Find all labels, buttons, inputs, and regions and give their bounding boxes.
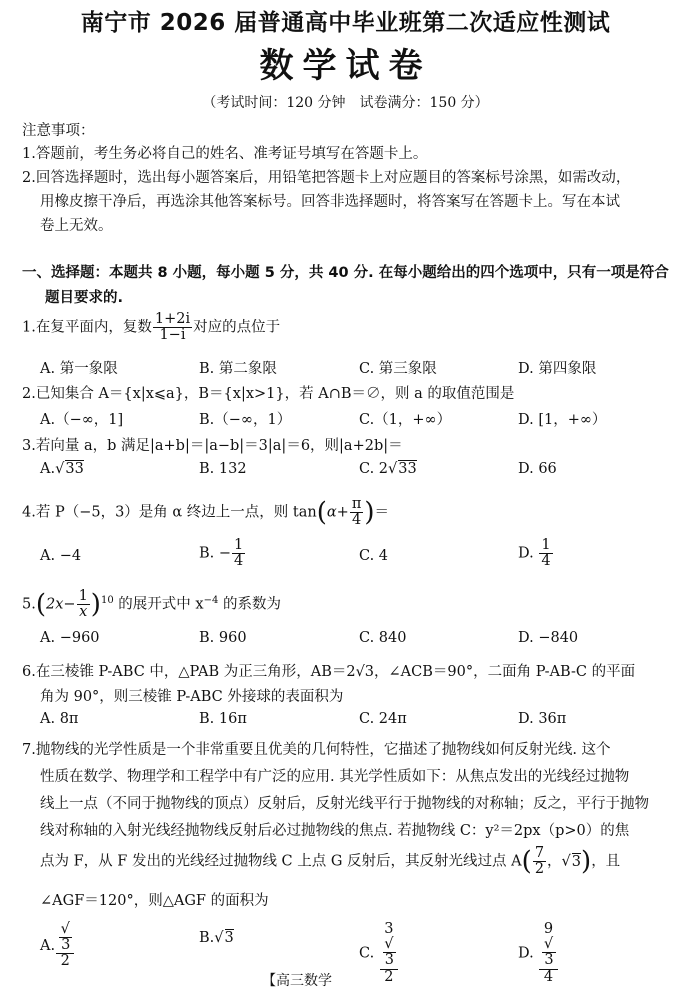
question-3-stem: 3.若向量 a，b 满足|a+b|＝|a−b|＝3|a|＝6，则|a+2b|＝ xyxy=(22,438,403,454)
question-7-option-b: B.√3 xyxy=(199,930,234,946)
question-2-option-a: A.（−∞，1] xyxy=(40,412,124,428)
fraction-numerator: 1 xyxy=(541,537,551,553)
option-label: C. xyxy=(359,945,375,962)
question-3-option-a: A.√33 xyxy=(40,461,84,477)
note-item-2-line-1: 2.回答选择题时，选出每小题答案后，用铅笔把答题卡上对应题目的答案标号涂黑，如需改动， xyxy=(22,170,631,186)
question-6-option-d: D. 36π xyxy=(518,711,567,727)
question-6-stem-line-2: 角为 90°，则三棱锥 P-ABC 外接球的表面积为 xyxy=(40,689,344,705)
question-7-line-1: 7.抛物线的光学性质是一个非常重要且优美的几何特性，它描述了抛物线如何反射光线. 这个 xyxy=(22,742,611,758)
numerator-coefficient: 3 xyxy=(384,921,394,937)
sqrt-radicand: 3 xyxy=(544,952,554,969)
note-item-2-line-3: 卷上无效。 xyxy=(40,218,113,234)
question-7-option-c: C. 3 √ 3 2 xyxy=(359,922,399,985)
sqrt-radicand: 33 xyxy=(398,461,417,477)
option-label: A. xyxy=(40,461,56,477)
page-footer: 【高三数学 xyxy=(262,973,332,989)
question-1-fraction xyxy=(153,312,192,343)
question-4-option-d xyxy=(518,538,554,569)
section-1-heading-line-1: 一、选择题：本题共 8 小题，每小题 5 分，共 40 分. 在每小题给出的四个选项中，只有一项是符合 xyxy=(22,265,669,281)
fraction-denominator: 4 xyxy=(543,968,554,985)
fraction-numerator: 1 xyxy=(234,537,244,553)
question-7-line-3: 线上一点（不同于抛物线的顶点）反射后，反射光线平行于抛物线的对称轴；反之，平行于抛物 xyxy=(40,796,649,812)
binomial-term: 2x− xyxy=(46,596,76,613)
question-5-stem: 5.(2x− $\frac{1}{x}$ )$^{10}$ 的展开式中 $x^{-4}$ 的系数为 xyxy=(22,588,281,621)
question-1-suffix: 对应的点位于 xyxy=(193,319,281,336)
option-label: C. 2 xyxy=(359,461,389,477)
question-1-numerator: 1+2i xyxy=(154,311,191,327)
question-1-stem xyxy=(22,312,280,343)
question-2-option-d: D. [1，+∞） xyxy=(518,412,607,428)
question-7-line-5: 点为 F，从 F 发出的光线经过抛物线 C 上点 G 反射后，其反射光线过点 A( $\frac{7}{2}$ ，√3)，且 xyxy=(40,845,621,878)
section-1-heading-line-2: 题目要求的. xyxy=(45,290,124,306)
subject-title: 数学试卷 xyxy=(259,46,432,86)
fraction-denominator: 4 xyxy=(351,512,362,529)
question-4-option-c: C. 4 xyxy=(359,548,389,564)
question-2-option-c: C.（1，+∞） xyxy=(359,412,452,428)
notes-heading: 注意事项： xyxy=(22,123,95,139)
sqrt-radicand: 3 xyxy=(61,937,71,954)
question-7-line-2: 性质在数学、物理学和工程学中有广泛的应用. 其光学性质如下：从焦点发出的光线经过抛物 xyxy=(40,769,630,785)
option-label: D. xyxy=(518,545,534,562)
option-label: D. xyxy=(518,945,534,962)
line-5-text: 点为 F，从 F 发出的光线经过抛物线 C 上点 G 反射后，其反射光线过点 A xyxy=(40,853,522,870)
question-4-option-a: A. −4 xyxy=(40,548,82,564)
option-label: B. − xyxy=(199,545,232,562)
question-1-denominator: 1−i xyxy=(159,327,186,344)
exam-info: （考试时间：120 分钟 试卷满分：150 分） xyxy=(202,95,489,111)
question-1-option-b: B. 第二象限 xyxy=(199,361,277,377)
fraction-denominator: 2 xyxy=(60,953,70,970)
fraction-denominator: 2 xyxy=(384,968,394,985)
question-1-prefix: 1.在复平面内，复数 xyxy=(22,319,152,336)
sqrt-radicand: 3 xyxy=(571,853,582,870)
question-2-option-b: B.（−∞，1） xyxy=(199,412,292,428)
question-1-option-c: C. 第三象限 xyxy=(359,361,437,377)
note-item-1: 1.答题前，考生务必将自己的姓名、准考证号填写在答题卡上。 xyxy=(22,146,428,162)
question-6-option-c: C. 24π xyxy=(359,711,407,727)
fraction-denominator: 4 xyxy=(541,553,551,570)
sqrt-radicand: 3 xyxy=(384,952,395,969)
fraction-denominator: 4 xyxy=(234,553,244,570)
question-5-option-a: A. −960 xyxy=(40,630,100,646)
question-6-option-b: B. 16π xyxy=(199,711,247,727)
question-6-stem-line-1: 6.在三棱锥 P-ABC 中，△PAB 为正三角形，AB＝2√3，∠ACB＝90°，二面角 P-AB-C 的平面 xyxy=(22,664,636,680)
question-4-stem: 4.若 P（−5，3）是角 α 终边上一点，则 tan(α+ $\frac{\pi}{4}$ )＝ xyxy=(22,496,390,529)
question-7-line-4: 线对称轴的入射光线经抛物线反射后必过抛物线的焦点. 若抛物线 C：y²＝2px（p>0）的焦 xyxy=(40,823,630,839)
line-5-suffix: ，且 xyxy=(591,853,621,870)
question-3-option-d: D. 66 xyxy=(518,461,557,477)
question-4-prefix: 4.若 P（−5，3）是角 α 终边上一点，则 tan xyxy=(22,504,317,521)
question-4-angle: α+ xyxy=(326,504,349,521)
fraction-numerator: 7 xyxy=(534,845,545,861)
question-4-option-b xyxy=(199,538,246,569)
sqrt-radicand: 3 xyxy=(224,930,234,946)
fraction-denominator: 2 xyxy=(534,861,545,878)
question-1-option-a: A. 第一象限 xyxy=(40,361,118,377)
question-6-option-a: A. 8π xyxy=(40,711,79,727)
question-7-option-d: D. 9 √ 3 4 xyxy=(518,922,559,985)
question-5-option-d: D. −840 xyxy=(518,630,579,646)
question-3-option-c: C. 2√33 xyxy=(359,461,417,477)
question-7-line-6: ∠AGF＝120°，则△AGF 的面积为 xyxy=(40,893,269,909)
question-2-stem: 2.已知集合 A＝{x|x⩽a}，B＝{x|x>1}，若 A∩B＝∅，则 a 的取值范围是 xyxy=(22,386,515,402)
option-label: A. xyxy=(40,937,56,954)
term-exponent: −4 xyxy=(203,594,219,606)
question-4-fraction xyxy=(350,497,364,528)
question-1-option-d: D. 第四象限 xyxy=(518,361,597,377)
fraction-numerator: π xyxy=(351,496,362,512)
note-item-2-line-2: 用橡皮擦干净后，再选涂其他答案标号。回答非选择题时，将答案写在答题卡上。写在本试 xyxy=(40,194,620,210)
question-7-option-a: A. √ 3 2 xyxy=(40,922,75,970)
question-5-tail: 的系数为 xyxy=(218,596,281,613)
question-5-text: 的展开式中 x xyxy=(113,596,204,613)
fraction-denominator: x xyxy=(79,604,88,621)
option-label: B. xyxy=(199,930,215,946)
binomial-power: 10 xyxy=(100,594,114,606)
question-4-suffix: ＝ xyxy=(374,504,390,521)
fraction-numerator: 1 xyxy=(78,588,88,604)
question-5-option-b: B. 960 xyxy=(199,630,247,646)
question-3-option-b: B. 132 xyxy=(199,461,247,477)
question-5-option-c: C. 840 xyxy=(359,630,407,646)
exam-title: 南宁市 2026 届普通高中毕业班第二次适应性测试 xyxy=(80,10,611,36)
numerator-coefficient: 9 xyxy=(543,921,554,937)
question-5-number: 5. xyxy=(22,596,36,613)
sqrt-radicand: 33 xyxy=(65,461,84,477)
